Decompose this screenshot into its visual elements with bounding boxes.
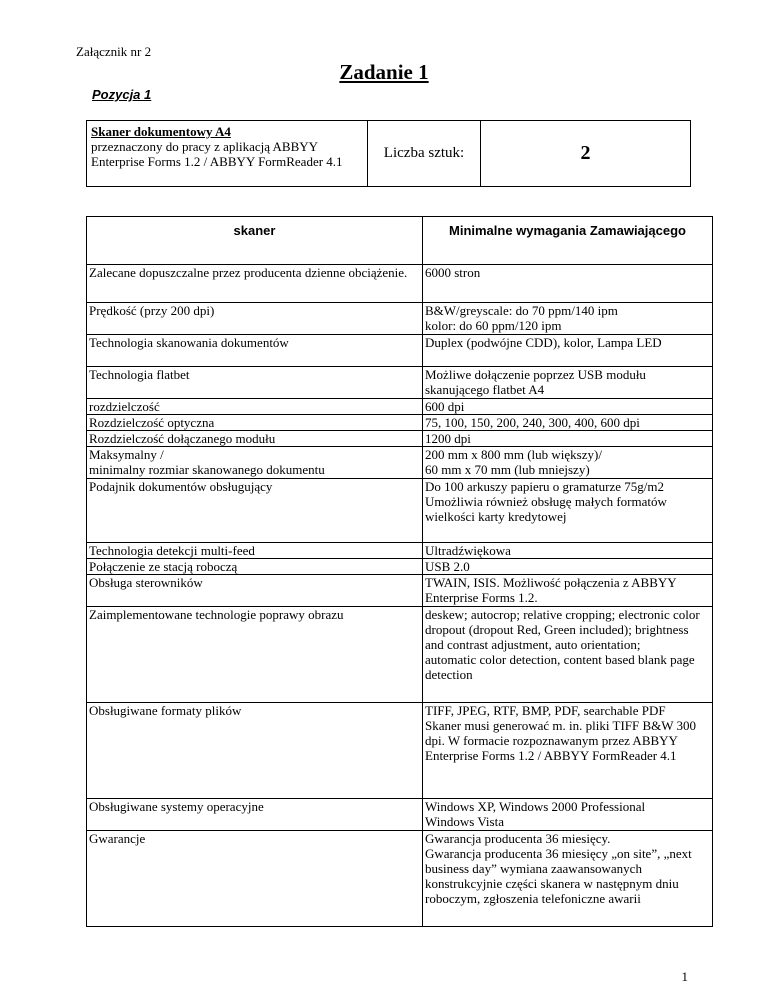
spec-value: Windows XP, Windows 2000 Professional Windows Vista bbox=[423, 799, 713, 831]
spec-col1-header: skaner bbox=[87, 217, 423, 265]
spec-value: TIFF, JPEG, RTF, BMP, PDF, searchable PDF Skaner musi generować m. in. pliki TIFF B&W 300 dpi. W formacie rozpoznawanym przez ABBYY Enterprise Forms 1.2 / ABBYY FormReader 4.1 bbox=[423, 703, 713, 799]
table-row bbox=[87, 447, 713, 479]
table-row bbox=[87, 607, 713, 703]
spec-label: Obsługiwane formaty plików bbox=[87, 703, 423, 799]
table-row bbox=[87, 431, 713, 447]
spec-value: 1200 dpi bbox=[423, 431, 713, 447]
spec-label: Podajnik dokumentów obsługujący bbox=[87, 479, 423, 543]
table-row bbox=[87, 559, 713, 575]
spec-value: Ultradźwiękowa bbox=[423, 543, 713, 559]
spec-label: Zaimplementowane technologie poprawy obrazu bbox=[87, 607, 423, 703]
spec-label: rozdzielczość bbox=[87, 399, 423, 415]
spec-label: Obsługa sterowników bbox=[87, 575, 423, 607]
device-description: przeznaczony do pracy z aplikacją ABBYY Enterprise Forms 1.2 / ABBYY FormReader 4.1 bbox=[91, 139, 343, 169]
spec-label: Maksymalny / minimalny rozmiar skanowanego dokumentu bbox=[87, 447, 423, 479]
spec-label: Technologia skanowania dokumentów bbox=[87, 335, 423, 367]
table-row bbox=[87, 703, 713, 799]
table-row bbox=[87, 831, 713, 927]
spec-label: Połączenie ze stacją roboczą bbox=[87, 559, 423, 575]
spec-value: Gwarancja producenta 36 miesięcy. Gwarancja producenta 36 miesięcy „on site”, „next business day” wymiana zaawansowanych konstrukcyjnie części skanera w następnym dniu roboczym, zgłoszenia telefoniczne awarii bbox=[423, 831, 713, 927]
spec-value: USB 2.0 bbox=[423, 559, 713, 575]
spec-value: 75, 100, 150, 200, 240, 300, 400, 600 dpi bbox=[423, 415, 713, 431]
spec-table-body bbox=[87, 265, 713, 927]
table-row bbox=[87, 303, 713, 335]
spec-value: TWAIN, ISIS. Możliwość połączenia z ABBYY Enterprise Forms 1.2. bbox=[423, 575, 713, 607]
spec-label: Zalecane dopuszczalne przez producenta dzienne obciążenie. bbox=[87, 265, 423, 303]
spec-label: Technologia detekcji multi-feed bbox=[87, 543, 423, 559]
spec-table bbox=[86, 216, 713, 927]
table-row bbox=[87, 335, 713, 367]
spec-value: deskew; autocrop; relative cropping; electronic color dropout (dropout Red, Green included); brightness and contrast adjustment, auto orientation; automatic color detection, content based blank page detection bbox=[423, 607, 713, 703]
table-row bbox=[87, 479, 713, 543]
device-cell bbox=[87, 121, 368, 187]
spec-value: 6000 stron bbox=[423, 265, 713, 303]
table-row bbox=[87, 265, 713, 303]
table-row bbox=[87, 799, 713, 831]
position-label: Pozycja 1 bbox=[92, 87, 152, 102]
spec-label: Rozdzielczość optyczna bbox=[87, 415, 423, 431]
table-row bbox=[87, 399, 713, 415]
spec-label: Obsługiwane systemy operacyjne bbox=[87, 799, 423, 831]
spec-value: Duplex (podwójne CDD), kolor, Lampa LED bbox=[423, 335, 713, 367]
spec-value: Możliwe dołączenie poprzez USB modułu skanującego flatbet A4 bbox=[423, 367, 713, 399]
quantity-label: Liczba sztuk: bbox=[368, 121, 481, 187]
page-number: 1 bbox=[681, 969, 688, 984]
device-name: Skaner dokumentowy A4 bbox=[91, 124, 231, 139]
spec-label: Technologia flatbet bbox=[87, 367, 423, 399]
page-title: Zadanie 1 bbox=[339, 60, 429, 84]
spec-value: Do 100 arkuszy papieru o gramaturze 75g/m2 Umożliwia również obsługę małych formatów wielkości karty kredytowej bbox=[423, 479, 713, 543]
spec-label: Rozdzielczość dołączanego modułu bbox=[87, 431, 423, 447]
spec-value: 200 mm x 800 mm (lub większy)/ 60 mm x 70 mm (lub mniejszy) bbox=[423, 447, 713, 479]
table-row bbox=[87, 543, 713, 559]
spec-value: 600 dpi bbox=[423, 399, 713, 415]
table-row bbox=[87, 367, 713, 399]
spec-label: Prędkość (przy 200 dpi) bbox=[87, 303, 423, 335]
table-row bbox=[87, 575, 713, 607]
spec-col2-header: Minimalne wymagania Zamawiającego bbox=[423, 217, 713, 265]
quantity-value: 2 bbox=[481, 121, 691, 187]
spec-value: B&W/greyscale: do 70 ppm/140 ipm kolor: do 60 ppm/120 ipm bbox=[423, 303, 713, 335]
summary-table bbox=[86, 120, 691, 187]
spec-label: Gwarancje bbox=[87, 831, 423, 927]
table-row bbox=[87, 415, 713, 431]
attachment-label: Załącznik nr 2 bbox=[76, 44, 152, 59]
